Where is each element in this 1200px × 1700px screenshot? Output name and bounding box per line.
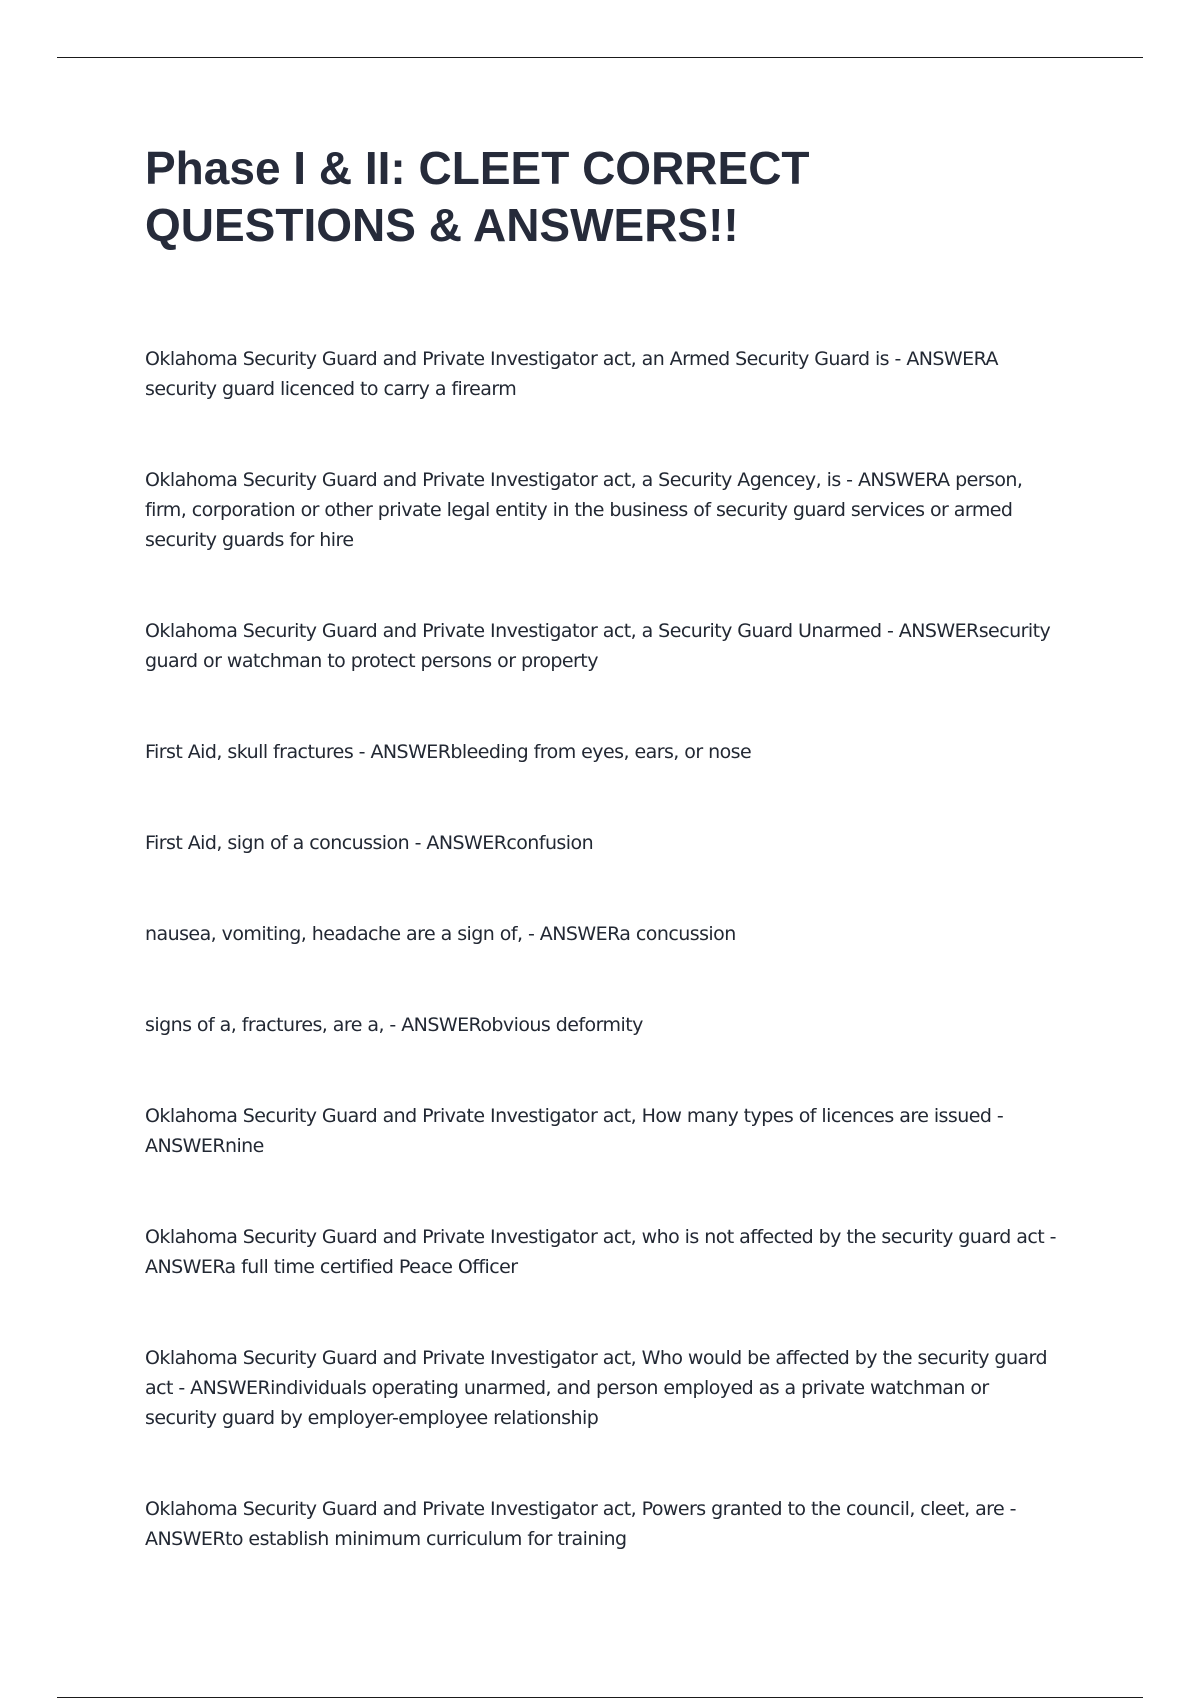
qa-item: Oklahoma Security Guard and Private Investigator act, an Armed Security Guard is - ANSWERA security guard licenced to carry a firearm <box>145 348 998 400</box>
qa-list <box>145 344 1060 1554</box>
qa-item: nausea, vomiting, headache are a sign of, - ANSWERa concussion <box>145 923 736 945</box>
qa-item: First Aid, skull fractures - ANSWERbleeding from eyes, ears, or nose <box>145 741 752 763</box>
qa-item: First Aid, sign of a concussion - ANSWERconfusion <box>145 832 594 854</box>
qa-item: Oklahoma Security Guard and Private Investigator act, a Security Agencey, is - ANSWERA person, firm, corporation or other private legal entity in the business of security guard services or armed security guards for hire <box>145 469 1023 551</box>
qa-item: Oklahoma Security Guard and Private Investigator act, How many types of licences are issued - ANSWERnine <box>145 1105 1004 1157</box>
top-divider <box>57 57 1143 58</box>
qa-item: Oklahoma Security Guard and Private Investigator act, Powers granted to the council, cleet, are - ANSWERto establish minimum curriculum for training <box>145 1498 1016 1550</box>
qa-item: Oklahoma Security Guard and Private Investigator act, Who would be affected by the security guard act - ANSWERindividuals operating unarmed, and person employed as a private watchman or security guard by employer-employee relationship <box>145 1347 1047 1429</box>
page-title: Phase I & II: CLEET CORRECT QUESTIONS & ANSWERS!! <box>145 142 810 251</box>
qa-item: Oklahoma Security Guard and Private Investigator act, a Security Guard Unarmed - ANSWERsecurity guard or watchman to protect persons or property <box>145 620 1051 672</box>
bottom-divider <box>57 1697 1143 1698</box>
qa-item: Oklahoma Security Guard and Private Investigator act, who is not affected by the security guard act - ANSWERa full time certified Peace Officer <box>145 1226 1056 1278</box>
document-page <box>145 140 1060 1615</box>
qa-item: signs of a, fractures, are a, - ANSWERobvious deformity <box>145 1014 643 1036</box>
